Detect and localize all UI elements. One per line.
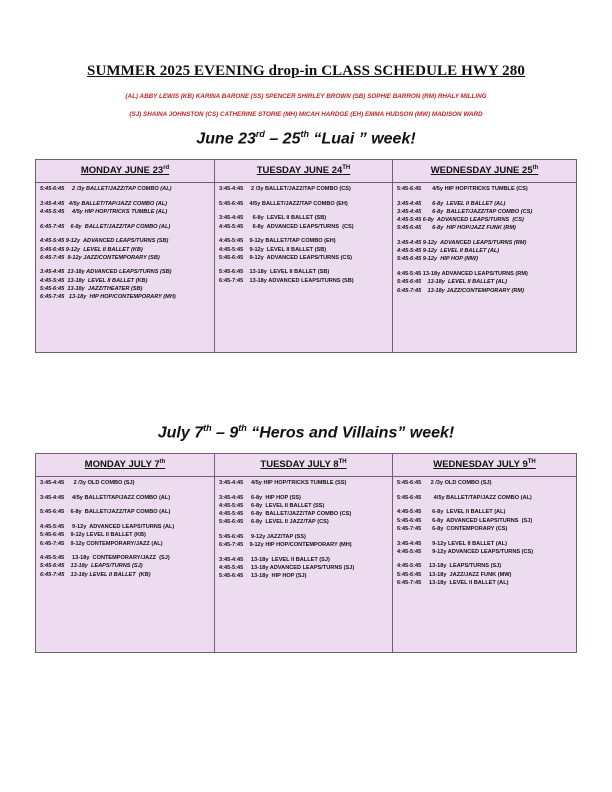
class-entry: 5:45-6:45 9-12y JAZZ/TAP (SS) bbox=[219, 534, 306, 541]
day-classes-cell bbox=[215, 183, 393, 353]
class-entry: 6:45-7:45 9-12y JAZZ/CONTEMPORARY (SB) bbox=[40, 254, 160, 261]
class-entry: 5:45-6:45 4/5y BALLET/JAZZ/TAP COMBO (EH) bbox=[219, 200, 348, 207]
class-entry: 4:45-5:45 13-18y LEVEL II BALLET (KB) bbox=[40, 277, 148, 284]
class-entry: 3:45-4:45 6-8y BALLET/JAZZ/TAP COMBO (CS) bbox=[397, 208, 533, 215]
class-entry: 5:45-6:45 4/5y HIP HOP/TRICKS TUMBLE (CS) bbox=[397, 186, 528, 192]
class-entry: 5:45-6:45 13-18y LEAPS/TURNS (SJ) bbox=[40, 563, 143, 570]
class-entry: 6:45-7:45 13-18y ADVANCED LEAPS/TURNS (SB) bbox=[219, 277, 354, 284]
day-classes-cell bbox=[36, 183, 215, 353]
class-entry: 6:45-7:45 9-12y CONTEMPORARY/JAZZ (AL) bbox=[40, 540, 163, 547]
class-entry: 6:45-7:45 6-8y BALLET/JAZZ/TAP COMBO (AL) bbox=[40, 223, 171, 230]
class-entry: 5:45-6:45 9-12y LEVEL II BALLET (KB) bbox=[40, 532, 146, 539]
class-entry: 5:45-6:45 13-18y JAZZ/JAZZ FUNK (MW) bbox=[397, 571, 512, 578]
class-entry: 5:45-6:45 6-8y BALLET/JAZZ/TAP COMBO (AL) bbox=[40, 509, 171, 516]
week-2-schedule-table bbox=[35, 453, 577, 653]
class-entry: 4:45-5:45 6-8y ADVANCED LEAPS/TURNS (CS) bbox=[219, 223, 354, 230]
class-entry: 3:45-4:45 2 /3y OLD COMBO (SJ) bbox=[40, 480, 135, 486]
class-entry: 4:45-5:45 9-12y BALLET/TAP COMBO (EH) bbox=[219, 238, 336, 245]
class-entry: 3:45-4:45 4/5y BALLET/TAP/JAZZ COMBO (AL) bbox=[40, 494, 171, 501]
class-entry: 4:45-5:45 6-8y BALLET/JAZZ/TAP COMBO (CS) bbox=[219, 511, 352, 518]
class-entry: 5:45-6:45 6-8y ADVANCED LEAPS/TURNS (SJ) bbox=[397, 517, 533, 524]
class-entry: 4:45-5:45 9-12y ADVANCED LEAPS/TURNS (AL) bbox=[40, 524, 175, 531]
day-header-monday-june-23: MONDAY JUNE 23rd bbox=[36, 160, 215, 183]
class-entry: 3:45-4:45 9-12y ADVANCED LEAPS/TURNS (RM) bbox=[397, 240, 527, 247]
class-entry: 5:45-6:45 4/5y BALLET/TAP/JAZZ COMBO (AL) bbox=[397, 494, 532, 501]
class-entry: 5:45-6:45 13-18y HIP HOP (SJ) bbox=[219, 573, 307, 580]
class-entry: 3:45-4:45 4/5y HIP HOP/TRICKS TUMBLE (SS) bbox=[219, 480, 347, 486]
week-2-title: July 7th – 9th “Heros and Villains” week! bbox=[157, 423, 455, 442]
day-header-wednesday-july-9: WEDNESDAY JULY 9TH bbox=[393, 454, 577, 477]
class-entry: 6:45-7:45 9-12y HIP HOP/CONTEMPORARY (MH) bbox=[219, 542, 352, 549]
class-entry: 5:45-6:45 9-12y HIP HOP (MW) bbox=[397, 256, 479, 263]
day-classes-cell bbox=[36, 477, 215, 653]
class-entry: 4:45-5:45 13-18y LEAPS/TURNS (SJ) bbox=[397, 563, 502, 570]
class-entry: 4:45-5:45 13-18y CONTEMPORARY/JAZZ (SJ) bbox=[40, 555, 170, 562]
class-entry: 6:45-7:45 6-8y CONTEMPORARY (CS) bbox=[397, 525, 508, 532]
class-entry: 3:45-4:45 2 /3y BALLET/JAZZ/TAP COMBO (CS) bbox=[219, 186, 351, 192]
class-entry: 4:45-5:45 6-8y LEVEL II BALLET (AL) bbox=[397, 509, 506, 516]
class-entry: 6:45-7:45 13-18y LEVEL II BALLET (AL) bbox=[397, 579, 509, 586]
class-entry: 5:45-6:45 9-12y LEVEL II BALLET (KB) bbox=[40, 246, 143, 253]
class-entry: 4:45-5:45 4/5y HIP HOP/TRICKS TUMBLE (AL) bbox=[40, 208, 168, 215]
day-header-wednesday-june-25: WEDNESDAY JUNE 25th bbox=[393, 160, 577, 183]
class-entry: 3:45-4:45 9-12y LEVEL II BALLET (AL) bbox=[397, 540, 507, 547]
class-entry: 4:45-5:45 9-12y ADVANCED LEAPS/TURNS (CS) bbox=[397, 548, 534, 555]
class-entry: 5:45-6:45 6-8y HIP HOP/JAZZ FUNK (RM) bbox=[397, 225, 516, 232]
week-1-title: June 23rd – 25th “Luai ” week! bbox=[196, 129, 416, 148]
class-entry: 4:45-5:45 9-12y LEVEL II BALLET (SB) bbox=[219, 246, 327, 253]
class-entry: 5:45-6:45 9-12y ADVANCED LEAPS/TURNS (CS) bbox=[219, 254, 353, 261]
class-entry: 3:45-4:45 6-8y HIP HOP (SS) bbox=[219, 494, 301, 501]
class-entry: 6:45-7:45 13-18y HIP HOP/CONTEMPORARY (MH) bbox=[40, 294, 176, 301]
class-entry: 3:45-4:45 6-8y LEVEL II BALLET (AL) bbox=[397, 200, 506, 207]
teacher-key-line-1: (AL) ABBY LEWIS (KB) KARINA BARONE (SS) SPENCER SHIRLEY BROWN (SB) SOPHIE BARRON (RM) RHALY MILLING bbox=[125, 93, 487, 100]
day-header-tuesday-july-8: TUESDAY JULY 8TH bbox=[215, 454, 393, 477]
teacher-key-line-2: (SJ) SHAINA JOHNSTON (CS) CATHERINE STORIE (MH) MICAH HARDGE (EH) EMMA HUDSON (MW) MADISON WARD bbox=[129, 111, 483, 118]
class-entry: 3:45-4:45 4/5y BALLET/TAP/JAZZ COMBO (AL) bbox=[40, 200, 168, 207]
class-entry: 4:45-5:45 6-8y ADVANCED LEAPS/TURNS (CS) bbox=[397, 217, 524, 224]
class-entry: 5:45-6:45 2 /3y OLD COMBO (SJ) bbox=[397, 480, 492, 486]
class-entry: 3:45-4:45 13-18y LEVEL II BALLET (SJ) bbox=[219, 556, 330, 563]
day-classes-cell bbox=[215, 477, 393, 653]
class-entry: 4:45-5:45 9-12y LEVEL II BALLET (AL) bbox=[397, 248, 500, 255]
day-header-tuesday-june-24: TUESDAY JUNE 24TH bbox=[215, 160, 393, 183]
class-entry: 5:45-6:45 6-8y LEVEL II JAZZ/TAP (CS) bbox=[219, 519, 329, 526]
class-entry: 4:45-5:45 13-18y ADVANCED LEAPS/TURNS (SJ) bbox=[219, 565, 355, 572]
page-title: SUMMER 2025 EVENING drop-in CLASS SCHEDULE HWY 280 bbox=[87, 63, 525, 79]
class-entry: 5:45-6:45 13-18y JAZZ/THEATER (SB) bbox=[40, 285, 143, 292]
class-entry: 5:45-6:45 2 /3y BALLET/JAZZ/TAP COMBO (AL) bbox=[40, 186, 172, 192]
class-entry: 3:45-4:45 13-18y ADVANCED LEAPS/TURNS (SB) bbox=[40, 269, 172, 276]
class-entry: 6:45-7:45 13-18y LEVEL II BALLET (KB) bbox=[40, 571, 151, 578]
class-entry: 4:45-5:45 6-8y LEVEL II BALLET (SS) bbox=[219, 502, 325, 509]
class-entry: 3:45-4:45 6-8y LEVEL II BALLET (SB) bbox=[219, 215, 327, 222]
class-entry: 4:45-5:45 9-12y ADVANCED LEAPS/TURNS (SB) bbox=[40, 238, 169, 245]
class-entry: 5:45-6:45 13-18y LEVEL II BALLET (SB) bbox=[219, 269, 330, 276]
class-entry: 6:45-7:45 13-18y JAZZ/CONTEMPORARY (RM) bbox=[397, 287, 524, 294]
week-1-schedule-table bbox=[35, 159, 577, 353]
class-entry: 5:45-6:45 13-18y LEVEL II BALLET (AL) bbox=[397, 279, 507, 286]
day-classes-cell bbox=[393, 183, 577, 353]
day-header-monday-july-7: MONDAY JULY 7th bbox=[36, 454, 215, 477]
day-classes-cell bbox=[393, 477, 577, 653]
class-entry: 4:45-5:45 13-18y ADVANCED LEAPS/TURNS (RM) bbox=[397, 271, 528, 278]
